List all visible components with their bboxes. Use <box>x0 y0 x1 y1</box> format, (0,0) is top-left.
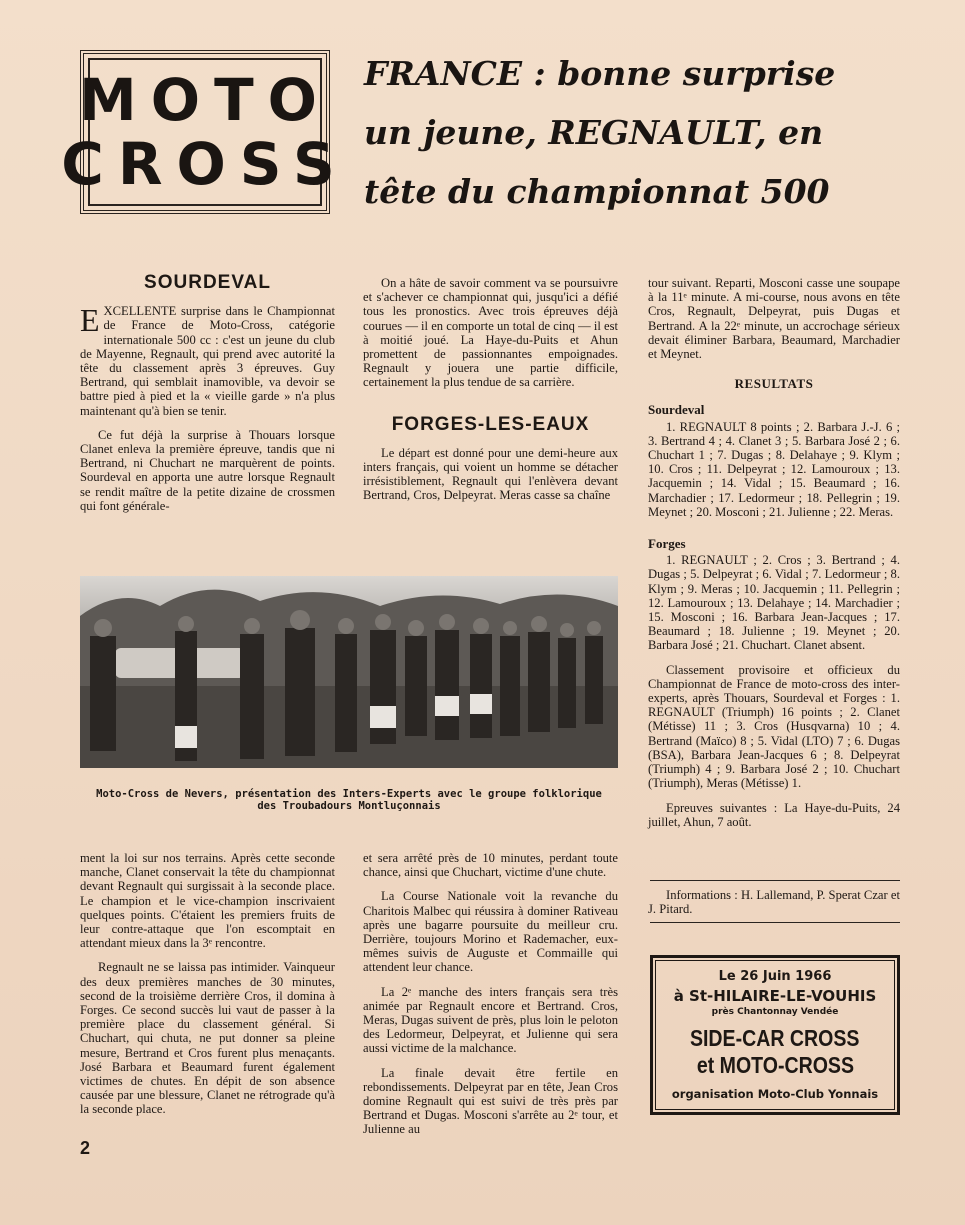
moto-cross-logo <box>61 50 349 214</box>
column-2-bottom <box>363 851 618 1147</box>
paragraph: Regnault ne se laissa pas intimider. Vainqueur des deux premières manches de 30 minutes, second de la troisième derrière Cros, il domina à Forges. Ce second succès lui vaut de passer à la première place du classement général. Si Chuchart, qui chuta, ne put donner sa pleine mesure, Bertrand et Cros furent plus menaçants. José Barbara et Beaumard furent également victimes de chutes. En dépit de son absence causée par une blessure, Clanet ne rétrograde qu'à la seconde place. <box>80 960 335 1117</box>
headline <box>364 44 924 221</box>
ad-organizer: organisation Moto-Club Yonnais <box>671 1087 879 1101</box>
paragraph: ment la loi sur nos terrains. Après cette seconde manche, Clanet conservait la tête du championnat devant Regnault qui surgissait à la seconde place. Le champion et le vice-champion inscrivaient quelques points. C'étaient les premiers fruits de leur contre-attaque que l'on escomptait en attendant mieux dans la 3ᵉ rencontre. <box>80 851 335 951</box>
column-1-bottom <box>80 851 335 1127</box>
column-3-results <box>648 276 900 839</box>
logo-line-moto: MOTO <box>79 66 331 134</box>
caption-line-1: Moto-Cross de Nevers, présentation des Inters-Experts avec le groupe folklorique <box>96 788 602 800</box>
divider-line <box>650 922 900 923</box>
informations-paragraph: Informations : H. Lallemand, P. Sperat Czar et J. Pitard. <box>648 888 900 917</box>
classement-paragraph: Classement provisoire et officieux du Championnat de France de moto-cross des inter-experts, après Thouars, Sourdeval et Forges : 1. REGNAULT (Triumph) 16 points ; 2. Clanet (Métisse) 11 ; 3. Cros (Husqvarna) 10 ; 4. Bertrand (Maïco) 8 ; 5. Vidal (LTO) 7 ; 6. Dugas (BSA), Barbara Jean-Jacques 6 ; 8. Delpeyrat (Triumph) 4 ; 9. Barbara José 2 ; 10. Chuchart (Triumph), Meras (Métisse) 1. <box>648 662 900 791</box>
results-subtitle-forges: Forges <box>648 536 686 552</box>
page-number: 2 <box>80 1138 91 1158</box>
headline-line-3: tête du championnat 500 <box>364 172 830 211</box>
epreuves-paragraph: Epreuves suivantes : La Haye-du-Puits, 24 juillet, Ahun, 7 août. <box>648 800 900 829</box>
paragraph: Le départ est donné pour une demi-heure aux inters français, qui voient un homme se détacher irrésistiblement, Regnault qui l'enlèvera devant Bertrand, Cros, Delpeyrat. Meras casse sa chaîne <box>363 445 618 503</box>
ad-event-1: SIDE-CAR CROSS <box>690 1025 860 1051</box>
results-subtitle-sourdeval: Sourdeval <box>648 402 705 418</box>
results-forges: 1. REGNAULT ; 2. Cros ; 3. Bertrand ; 4. Dugas ; 5. Delpeyrat ; 6. Vidal ; 7. Ledormeur ; 8. Klym ; 9. Meras ; 10. Jacquemin ; 11. Pellegrin ; 12. Lamouroux ; 13. Delahaye ; 14. Marchadier ; 15. Mosconi ; 16. Barbara Jean-Jacques ; 17. Beaumard ; 18. Julienne ; 19. Meynet ; 20. Barbara José ; 21. Chuchart. Clanet absent. <box>648 553 900 653</box>
section-title-sourdeval: SOURDEVAL <box>144 272 271 293</box>
paragraph: La finale devait être fertile en rebondissements. Delpeyrat par en tête, Jean Cros domine Regnault qui est suivi de très près par Bertrand et Dugas. Mosconi s'arrête au 2ᵉ tour, et Julienne au <box>363 1065 618 1137</box>
paragraph-text: XCELLENTE surprise dans le Championnat de France de Moto-Cross, catégorie internationale 500 cc : c'est un jeune du club de Mayenne, Regnault, qui prend avec autorité la tête du classement après 3 épreuves. Guy Bertrand, qui semblait inamovible, va devoir se battre pied à pied et la « vieille garde » n'a plus maintenant qu'à bien se tenir. <box>80 304 335 418</box>
headline-line-1: FRANCE : bonne surprise <box>364 54 836 93</box>
column-2-top <box>363 276 618 513</box>
photo-illustration <box>80 576 618 768</box>
section-title-forges: FORGES-LES-EAUX <box>391 413 590 435</box>
informations-block <box>648 888 900 926</box>
drop-cap: E <box>80 302 100 339</box>
headline-line-2: un jeune, REGNAULT, en <box>364 113 824 152</box>
ad-date: Le 26 Juin 1966 <box>718 969 832 984</box>
paragraph: et sera arrêté près de 10 minutes, perdant toute chance, ainsi que Chuchart, victime d'une chute. <box>363 851 618 880</box>
paragraph <box>80 304 335 418</box>
paragraph: Ce fut déjà la surprise à Thouars lorsque Clanet enleva la première épreuve, tandis que ni Bertrand, ni Chuchart ne marquèrent de points. Sourdeval en apporta une autre lorsque Regnault se rendit maître de la petite dizaine de crossmen qui font générale- <box>80 427 335 513</box>
paragraph: On a hâte de savoir comment va se poursuivre et s'achever ce championnat qui, jusqu'ici a défié tous les pronostics. Avec trois épreuves déjà courues — il en comporte un total de cinq — il est à moitié joué. La Haye-du-Puits et Ahun promettent de passionnantes empoignades. Regnault y jouera une partie difficile, certainement la plus tendue de sa carrière. <box>363 276 618 390</box>
caption-line-2: des Troubadours Montluçonnais <box>257 800 441 812</box>
logo-line-cross: CROSS <box>61 130 349 198</box>
results-sourdeval: 1. REGNAULT 8 points ; 2. Barbara J.-J. 6 ; 3. Bertrand 4 ; 4. Clanet 3 ; 5. Barbara José 2 ; 6. Chuchart 1 ; 7. Dugas ; 8. Delahaye ; 9. Klym ; 10. Cros ; 11. Delpeyrat ; 12. Lamouroux ; 13. Jacquemin ; 14. Vidal ; 15. Beaumard ; 16. Marchadier ; 17. Ledormeur ; 18. Pellegrin ; 19. Meynet ; 20. Mosconi ; 21. Julienne ; 22. Meras. <box>648 419 900 519</box>
paragraph: La Course Nationale voit la revanche du Charitois Malbec qui réussira à dominer Rativeau après une bagarre poursuite du meilleur cru. Derrière, toujours Morino et Rademacher, eux-mêmes suivis de Auguste et Commaille qui attendent leur chance. <box>363 889 618 975</box>
results-title: RESULTATS <box>734 376 814 392</box>
photo-caption <box>80 788 618 812</box>
ad-event-2: et MOTO-CROSS <box>696 1052 854 1078</box>
column-1-top <box>80 272 335 523</box>
paragraph: La 2ᵉ manche des inters français sera très animée par Regnault encore et Bertrand. Cros, Meras, Dugas suivent de près, plus loin le peloton des Ledormeur, Delpeyrat, et Julienne qui sera aussi victime de la malchance. <box>363 984 618 1056</box>
ad-location: à St-HILAIRE-LE-VOUHIS <box>673 987 877 1005</box>
event-advertisement <box>650 955 900 1115</box>
divider-line <box>650 880 900 881</box>
paragraph: tour suivant. Reparti, Mosconi casse une soupape à la 11ᵉ minute. A mi-course, nous avons en tête Cros, Regnault, Delpeyrat, puis Dugas et Bertrand. A la 22ᵉ minute, un accrochage sérieux devait éliminer Barbara, Beaumard, Marchadier et Meynet. <box>648 276 900 362</box>
ad-sublocation: près Chantonnay Vendée <box>711 1007 839 1017</box>
race-photo <box>80 576 618 768</box>
